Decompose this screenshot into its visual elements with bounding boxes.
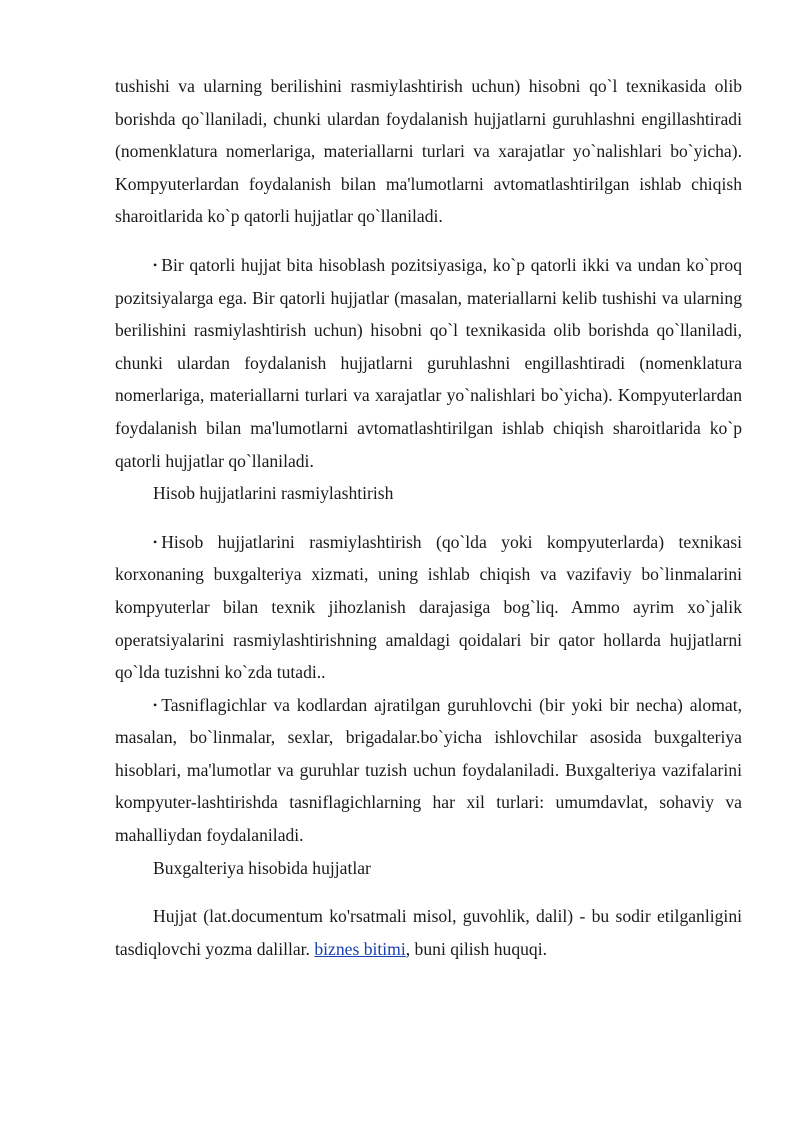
- paragraph-bullet-technique: [115, 526, 742, 689]
- paragraph-definition: [115, 900, 742, 965]
- bullet-icon: •: [153, 697, 158, 712]
- paragraph-text: Tasniflagichlar va kodlardan ajratilgan guruhlovchi (bir yoki bir necha) alomat, masalan, bo`linmalar, sexlar, brigadalar.bo`yicha ishlovchilar asosida buxgalteriya hisoblari, ma'lumotlar va guruhlar tuzish uchun foydalaniladi. Buxgalteriya vazifalarini kompyuter-lashtirishda tasniflagichlarning har xil turlari: umumdavlat, sohaviy va mahalliydan foydalaniladi.: [115, 694, 742, 846]
- biznes-bitimi-link[interactable]: biznes bitimi: [314, 938, 406, 959]
- paragraph-text: Bir qatorli hujjat bita hisoblash pozitsiyasiga, ko`p qatorli ikki va undan ko`proq pozitsiyalarga ega. Bir qatorli hujjatlar (masalan, materiallarni kelib tushishi va ularning berilishini rasmiylashtirish uchun) hisobni qo`l texnikasida olib borishda qo`llaniladi, chunki ulardan foydalanish hujjatlarni guruhlashni engillashtiradi (nomenklatura nomerlariga, materiallarni turlari va xarajatlar yo`nalishlari bo`yicha). Kompyuterlardan foydalanish bilan ma'lumotlarni avtomatlashtirilgan ishlab chiqish sharoitlarida ko`p qatorli hujjatlar qo`llaniladi.: [115, 254, 742, 471]
- paragraph-text-end: , buni qilish huquqi.: [405, 938, 547, 959]
- paragraph-bullet-single-line-docs: [115, 249, 742, 477]
- document-page: [115, 70, 742, 965]
- paragraph-text: Hisob hujjatlarini rasmiylashtirish (qo`lda yoki kompyuterlarda) texnikasi korxonaning buxgalteriya xizmati, uning ishlab chiqish va vazifaviy bo`linmalarini kompyuterlar bilan texnik jihozlanish darajasiga bog`liq. Ammo ayrim xo`jalik operatsiyalarini rasmiylashtirishning amaldagi qoidalari bir qator hollarda hujjatlarni qo`lda tuzishni ko`zda tutadi..: [115, 531, 742, 683]
- bullet-icon: •: [153, 534, 158, 549]
- paragraph-bullet-classifiers: [115, 689, 742, 852]
- section-heading-buxgalteriya: Buxgalteriya hisobida hujjatlar: [153, 857, 371, 878]
- paragraph-continuation: tushishi va ularning berilishini rasmiylashtirish uchun) hisobni qo`l texnikasida olib borishda qo`llaniladi, chunki ulardan foydalanish hujjatlarni guruhlashni engillashtiradi (nomenklatura nomerlariga, materiallarni turlari va xarajatlar yo`nalishlari bo`yicha). Kompyuterlardan foydalanish bilan ma'lumotlarni avtomatlashtirilgan ishlab chiqish sharoitlarida ko`p qatorli hujjatlar qo`llaniladi.: [115, 76, 742, 227]
- paragraph-text: Hujjat (lat.documentum ko'rsatmali misol, guvohlik, dalil) - bu sodir etilganligini tasdiqlovchi yozma dalillar.: [115, 906, 742, 959]
- section-heading-rasmiylashtirish: Hisob hujjatlarini rasmiylashtirish: [153, 483, 394, 504]
- bullet-icon: •: [153, 257, 158, 272]
